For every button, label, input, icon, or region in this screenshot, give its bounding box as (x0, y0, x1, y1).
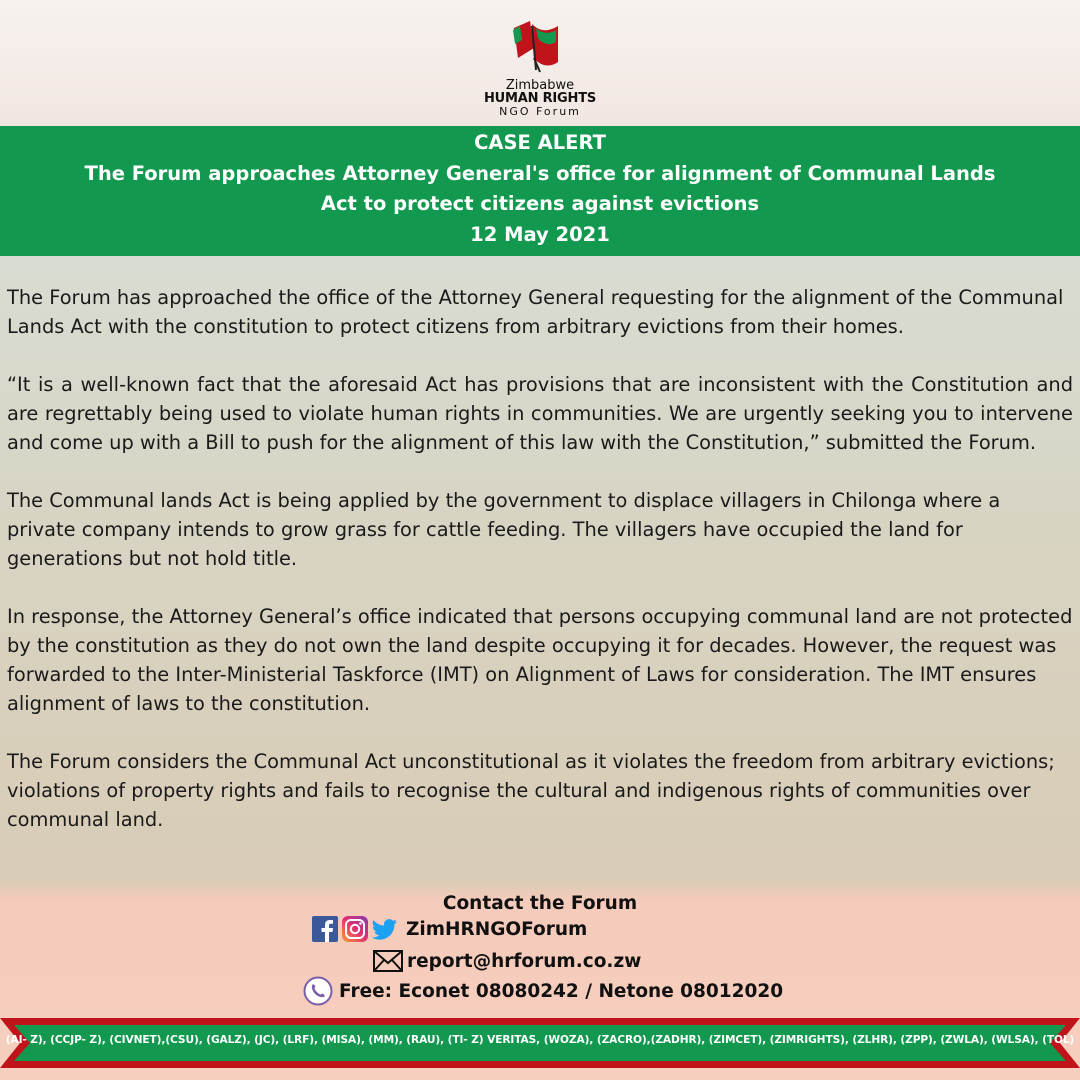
banner-headline-line2: Act to protect citizens against evictions (320, 192, 760, 215)
mail-icon (373, 950, 403, 972)
instagram-icon[interactable] (342, 916, 368, 942)
banner-headline-line1: The Forum approaches Attorney General's office for alignment of Communal Lands (84, 161, 996, 185)
banner-date: 12 May 2021 (470, 222, 610, 246)
article-body (7, 283, 1073, 863)
phone-row (303, 976, 783, 1006)
phone-numbers[interactable]: Free: Econet 08080242 / Netone 08012020 (339, 980, 784, 1002)
paragraph-4: In response, the Attorney General’s office indicated that persons occupying communal land are not protected by the constitution as they do not own the land despite occupying it for decades. However, the request was forwarded to the Inter-Ministerial Taskforce (IMT) on Alignment of Laws for consideration. The IMT ensures alignment of laws to the constitution. (7, 605, 1073, 715)
banner-label: CASE ALERT (474, 131, 606, 154)
social-row (312, 915, 587, 943)
member-organisations: (AI- Z), (CCJP- Z), (CIVNET),(CSU), (GALZ), (JC), (LRF), (MISA), (MM), (RAU), (TI- Z) VERITAS, (WOZA), (ZACRO),(ZADHR), (ZIMCET), (ZIMRIGHTS), (ZLHR), (ZPP), (ZWLA), (WLSA), (TOL) (5, 1034, 1075, 1046)
twitter-icon[interactable] (372, 916, 398, 942)
paragraph-5: The Forum considers the Communal Act unconstitutional as it violates the freedom from arbitrary evictions; violations of property rights and fails to recognise the cultural and indigenous rights of communities over communal land. (7, 750, 1055, 831)
paragraph-3: The Communal lands Act is being applied by the government to displace villagers in Chilonga where a private company intends to grow grass for cattle feeding. The villagers have occupied the land for generations but not hold title. (7, 489, 1001, 570)
paragraph-1: The Forum has approached the office of the Attorney General requesting for the alignment of the Communal Lands Act with the constitution to protect citizens from arbitrary evictions from their homes. (7, 286, 1064, 338)
paragraph-2: “It is a well-known fact that the aforesaid Act has provisions that are inconsistent with the Constitution and are regrettably being used to violate human rights in communities. We are urgently seeking you to intervene and come up with a Bill to push for the alignment of this law with the Constitution,” submitted the Forum. (7, 373, 1073, 454)
org-name-line3: NGO Forum (499, 105, 581, 118)
email-address[interactable]: report@hrforum.co.zw (407, 950, 642, 972)
phone-icon (303, 976, 333, 1006)
social-handle[interactable]: ZimHRNGOForum (406, 918, 588, 940)
header (0, 0, 1080, 126)
contact-section (0, 890, 1080, 1010)
case-alert-banner (0, 126, 1080, 256)
org-name-line2: HUMAN RIGHTS (483, 91, 597, 106)
email-row (373, 947, 641, 975)
forum-logo-icon (510, 18, 562, 74)
contact-title: Contact the Forum (442, 893, 638, 914)
facebook-icon[interactable] (312, 916, 338, 942)
org-name-line1: Zimbabwe (505, 78, 575, 93)
